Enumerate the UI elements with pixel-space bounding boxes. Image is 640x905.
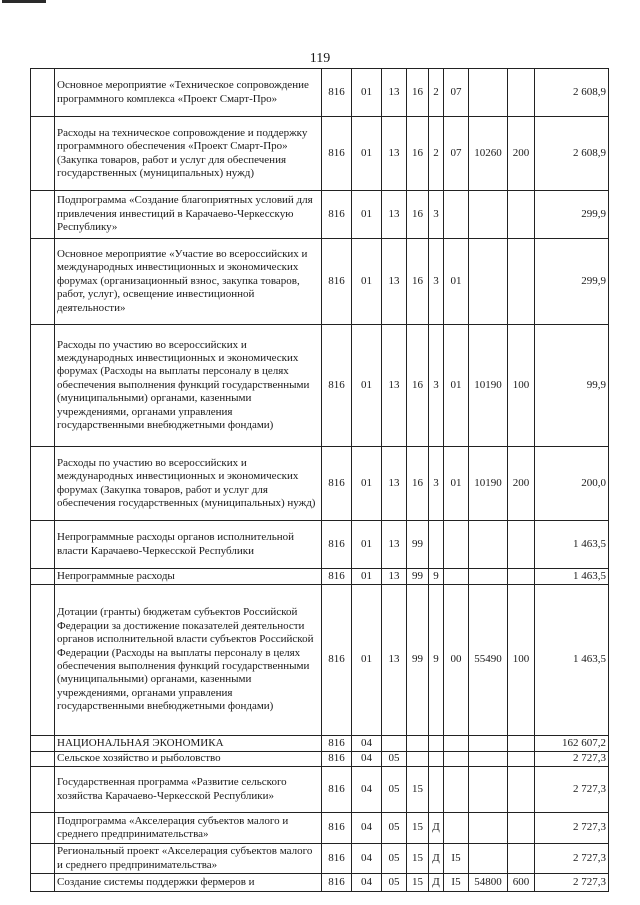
program-code-cell: 15 (407, 767, 429, 813)
section-code-cell: 01 (352, 325, 382, 447)
ministry-code-cell: 816 (322, 191, 352, 239)
expense-type-code-cell: 100 (508, 325, 535, 447)
ministry-code-cell: 816 (322, 874, 352, 892)
program-code-cell: 99 (407, 521, 429, 569)
table-row (31, 813, 609, 844)
program-code-cell: 16 (407, 69, 429, 117)
subsection-code-cell: 13 (382, 585, 407, 736)
expense-type-code-cell (508, 69, 535, 117)
amount-cell: 2 608,9 (535, 69, 609, 117)
table-row (31, 844, 609, 874)
section-code-cell: 01 (352, 191, 382, 239)
amount-cell: 2 727,3 (535, 752, 609, 767)
expense-type-code-cell: 200 (508, 117, 535, 191)
ministry-code-cell: 816 (322, 585, 352, 736)
direction-code-cell (469, 752, 508, 767)
row-marker-cell (31, 813, 55, 844)
amount-cell: 1 463,5 (535, 521, 609, 569)
program-code-cell: 15 (407, 844, 429, 874)
section-code-cell: 01 (352, 569, 382, 585)
row-marker-cell (31, 844, 55, 874)
subprogram-code-cell (429, 752, 444, 767)
expense-name-cell: Создание системы поддержки фермеров и (55, 874, 322, 892)
expense-type-code-cell: 200 (508, 447, 535, 521)
table-row (31, 767, 609, 813)
subprogram-code-cell: Д (429, 844, 444, 874)
ministry-code-cell: 816 (322, 569, 352, 585)
table-row (31, 874, 609, 892)
subprogram-code-cell (429, 521, 444, 569)
subprogram-code-cell: Д (429, 813, 444, 844)
direction-code-cell (469, 521, 508, 569)
activity-code-cell (444, 767, 469, 813)
row-marker-cell (31, 569, 55, 585)
expense-type-code-cell (508, 239, 535, 325)
ministry-code-cell: 816 (322, 325, 352, 447)
section-code-cell: 04 (352, 767, 382, 813)
row-marker-cell (31, 736, 55, 752)
table-row (31, 191, 609, 239)
subsection-code-cell: 05 (382, 767, 407, 813)
section-code-cell: 04 (352, 844, 382, 874)
direction-code-cell (469, 767, 508, 813)
expense-name-cell: Подпрограмма «Акселерация субъектов малого и среднего предпринимательства» (55, 813, 322, 844)
row-marker-cell (31, 191, 55, 239)
subprogram-code-cell: 3 (429, 191, 444, 239)
subprogram-code-cell: 9 (429, 569, 444, 585)
direction-code-cell (469, 736, 508, 752)
program-code-cell: 15 (407, 874, 429, 892)
expense-type-code-cell (508, 521, 535, 569)
expense-name-cell: Региональный проект «Акселерация субъектов малого и среднего предпринимательства» (55, 844, 322, 874)
expense-name-cell: Основное мероприятие «Техническое сопровождение программного комплекса «Проект Смарт-Про» (55, 69, 322, 117)
amount-cell: 1 463,5 (535, 569, 609, 585)
direction-code-cell: 10190 (469, 447, 508, 521)
program-code-cell (407, 752, 429, 767)
subprogram-code-cell: 3 (429, 239, 444, 325)
subprogram-code-cell: Д (429, 874, 444, 892)
subprogram-code-cell: 2 (429, 69, 444, 117)
table-row (31, 585, 609, 736)
amount-cell: 162 607,2 (535, 736, 609, 752)
program-code-cell: 16 (407, 239, 429, 325)
activity-code-cell (444, 191, 469, 239)
expense-type-code-cell (508, 752, 535, 767)
section-code-cell: 01 (352, 69, 382, 117)
activity-code-cell (444, 521, 469, 569)
table-row (31, 736, 609, 752)
section-code-cell: 04 (352, 813, 382, 844)
subsection-code-cell: 13 (382, 447, 407, 521)
amount-cell: 299,9 (535, 191, 609, 239)
expense-name-cell: Расходы на техническое сопровождение и поддержку программного обеспечения «Проект Смарт-Про» (Закупка товаров, работ и услуг для обеспечения государственных (муниципальных) нужд) (55, 117, 322, 191)
section-code-cell: 04 (352, 752, 382, 767)
expense-name-cell: Основное мероприятие «Участие во всероссийских и международных инвестиционных и экономических форумах (организационный взнос, закупка товаров, работ, услуг), освещение инвестиционной деятельности» (55, 239, 322, 325)
expense-name-cell: Расходы по участию во всероссийских и международных инвестиционных и экономических форумах (Закупка товаров, работ и услуг для обеспечения государственных (муниципальных) нужд) (55, 447, 322, 521)
section-code-cell: 04 (352, 736, 382, 752)
direction-code-cell (469, 813, 508, 844)
amount-cell: 2 727,3 (535, 767, 609, 813)
amount-cell: 99,9 (535, 325, 609, 447)
ministry-code-cell: 816 (322, 447, 352, 521)
row-marker-cell (31, 325, 55, 447)
ministry-code-cell: 816 (322, 521, 352, 569)
program-code-cell: 16 (407, 117, 429, 191)
amount-cell: 2 727,3 (535, 813, 609, 844)
ministry-code-cell: 816 (322, 752, 352, 767)
direction-code-cell: 10190 (469, 325, 508, 447)
row-marker-cell (31, 447, 55, 521)
ministry-code-cell: 816 (322, 767, 352, 813)
program-code-cell: 99 (407, 569, 429, 585)
budget-table (30, 68, 609, 892)
row-marker-cell (31, 767, 55, 813)
expense-type-code-cell (508, 191, 535, 239)
activity-code-cell (444, 752, 469, 767)
subsection-code-cell: 13 (382, 191, 407, 239)
subprogram-code-cell: 2 (429, 117, 444, 191)
subsection-code-cell: 05 (382, 874, 407, 892)
table-row (31, 117, 609, 191)
expense-name-cell: Непрограммные расходы (55, 569, 322, 585)
page-number: 119 (309, 51, 331, 66)
expense-type-code-cell (508, 813, 535, 844)
amount-cell: 299,9 (535, 239, 609, 325)
direction-code-cell (469, 569, 508, 585)
scan-corner-mark (2, 0, 46, 3)
table-row (31, 239, 609, 325)
section-code-cell: 01 (352, 447, 382, 521)
activity-code-cell: 00 (444, 585, 469, 736)
row-marker-cell (31, 521, 55, 569)
expense-type-code-cell (508, 569, 535, 585)
expense-name-cell: Государственная программа «Развитие сельского хозяйства Карачаево-Черкесской Республики» (55, 767, 322, 813)
section-code-cell: 01 (352, 585, 382, 736)
table-row (31, 69, 609, 117)
section-code-cell: 01 (352, 117, 382, 191)
budget-table-body (31, 69, 609, 892)
ministry-code-cell: 816 (322, 813, 352, 844)
section-code-cell: 01 (352, 521, 382, 569)
expense-type-code-cell: 100 (508, 585, 535, 736)
expense-type-code-cell: 600 (508, 874, 535, 892)
program-code-cell: 15 (407, 813, 429, 844)
amount-cell: 2 608,9 (535, 117, 609, 191)
expense-name-cell: Дотации (гранты) бюджетам субъектов Российской Федерации за достижение показателей деятельности органов исполнительной власти субъектов Российской Федерации (Расходы на выплаты персоналу в целях обеспечения выполнения функций государственными (муниципальными) органами, казенными учреждениями, органами управления государственными внебюджетными фондами) (55, 585, 322, 736)
ministry-code-cell: 816 (322, 239, 352, 325)
ministry-code-cell: 816 (322, 736, 352, 752)
table-row (31, 325, 609, 447)
row-marker-cell (31, 752, 55, 767)
activity-code-cell: I5 (444, 844, 469, 874)
subprogram-code-cell: 3 (429, 447, 444, 521)
ministry-code-cell: 816 (322, 844, 352, 874)
expense-name-cell: Сельское хозяйство и рыболовство (55, 752, 322, 767)
row-marker-cell (31, 874, 55, 892)
activity-code-cell: 07 (444, 69, 469, 117)
row-marker-cell (31, 117, 55, 191)
subsection-code-cell: 13 (382, 69, 407, 117)
activity-code-cell: 01 (444, 239, 469, 325)
section-code-cell: 04 (352, 874, 382, 892)
activity-code-cell: 01 (444, 447, 469, 521)
subsection-code-cell: 05 (382, 752, 407, 767)
section-code-cell: 01 (352, 239, 382, 325)
subsection-code-cell (382, 736, 407, 752)
row-marker-cell (31, 585, 55, 736)
subprogram-code-cell (429, 767, 444, 813)
amount-cell: 1 463,5 (535, 585, 609, 736)
ministry-code-cell: 816 (322, 69, 352, 117)
table-row (31, 447, 609, 521)
subsection-code-cell: 05 (382, 844, 407, 874)
program-code-cell (407, 736, 429, 752)
activity-code-cell: I5 (444, 874, 469, 892)
subsection-code-cell: 13 (382, 325, 407, 447)
program-code-cell: 16 (407, 191, 429, 239)
subsection-code-cell: 13 (382, 521, 407, 569)
direction-code-cell (469, 191, 508, 239)
activity-code-cell (444, 569, 469, 585)
subprogram-code-cell: 3 (429, 325, 444, 447)
expense-type-code-cell (508, 844, 535, 874)
expense-name-cell: Непрограммные расходы органов исполнительной власти Карачаево-Черкесской Республики (55, 521, 322, 569)
subprogram-code-cell: 9 (429, 585, 444, 736)
amount-cell: 2 727,3 (535, 874, 609, 892)
activity-code-cell: 01 (444, 325, 469, 447)
expense-name-cell: НАЦИОНАЛЬНАЯ ЭКОНОМИКА (55, 736, 322, 752)
direction-code-cell (469, 69, 508, 117)
amount-cell: 200,0 (535, 447, 609, 521)
activity-code-cell (444, 813, 469, 844)
direction-code-cell: 10260 (469, 117, 508, 191)
program-code-cell: 99 (407, 585, 429, 736)
program-code-cell: 16 (407, 447, 429, 521)
expense-name-cell: Расходы по участию во всероссийских и международных инвестиционных и экономических форумах (Расходы на выплаты персоналу в целях обеспечения выполнения функций государственными (муниципальными) органами, казенными учреждениями, органами управления государственными внебюджетными фондами) (55, 325, 322, 447)
table-row (31, 521, 609, 569)
expense-name-cell: Подпрограмма «Создание благоприятных условий для привлечения инвестиций в Карачаево-Черкесскую Республику» (55, 191, 322, 239)
expense-type-code-cell (508, 736, 535, 752)
direction-code-cell (469, 239, 508, 325)
direction-code-cell (469, 844, 508, 874)
direction-code-cell: 55490 (469, 585, 508, 736)
subsection-code-cell: 13 (382, 239, 407, 325)
program-code-cell: 16 (407, 325, 429, 447)
activity-code-cell (444, 736, 469, 752)
ministry-code-cell: 816 (322, 117, 352, 191)
row-marker-cell (31, 239, 55, 325)
subsection-code-cell: 13 (382, 569, 407, 585)
activity-code-cell: 07 (444, 117, 469, 191)
subprogram-code-cell (429, 736, 444, 752)
table-row (31, 752, 609, 767)
amount-cell: 2 727,3 (535, 844, 609, 874)
direction-code-cell: 54800 (469, 874, 508, 892)
table-row (31, 569, 609, 585)
expense-type-code-cell (508, 767, 535, 813)
subsection-code-cell: 05 (382, 813, 407, 844)
subsection-code-cell: 13 (382, 117, 407, 191)
row-marker-cell (31, 69, 55, 117)
